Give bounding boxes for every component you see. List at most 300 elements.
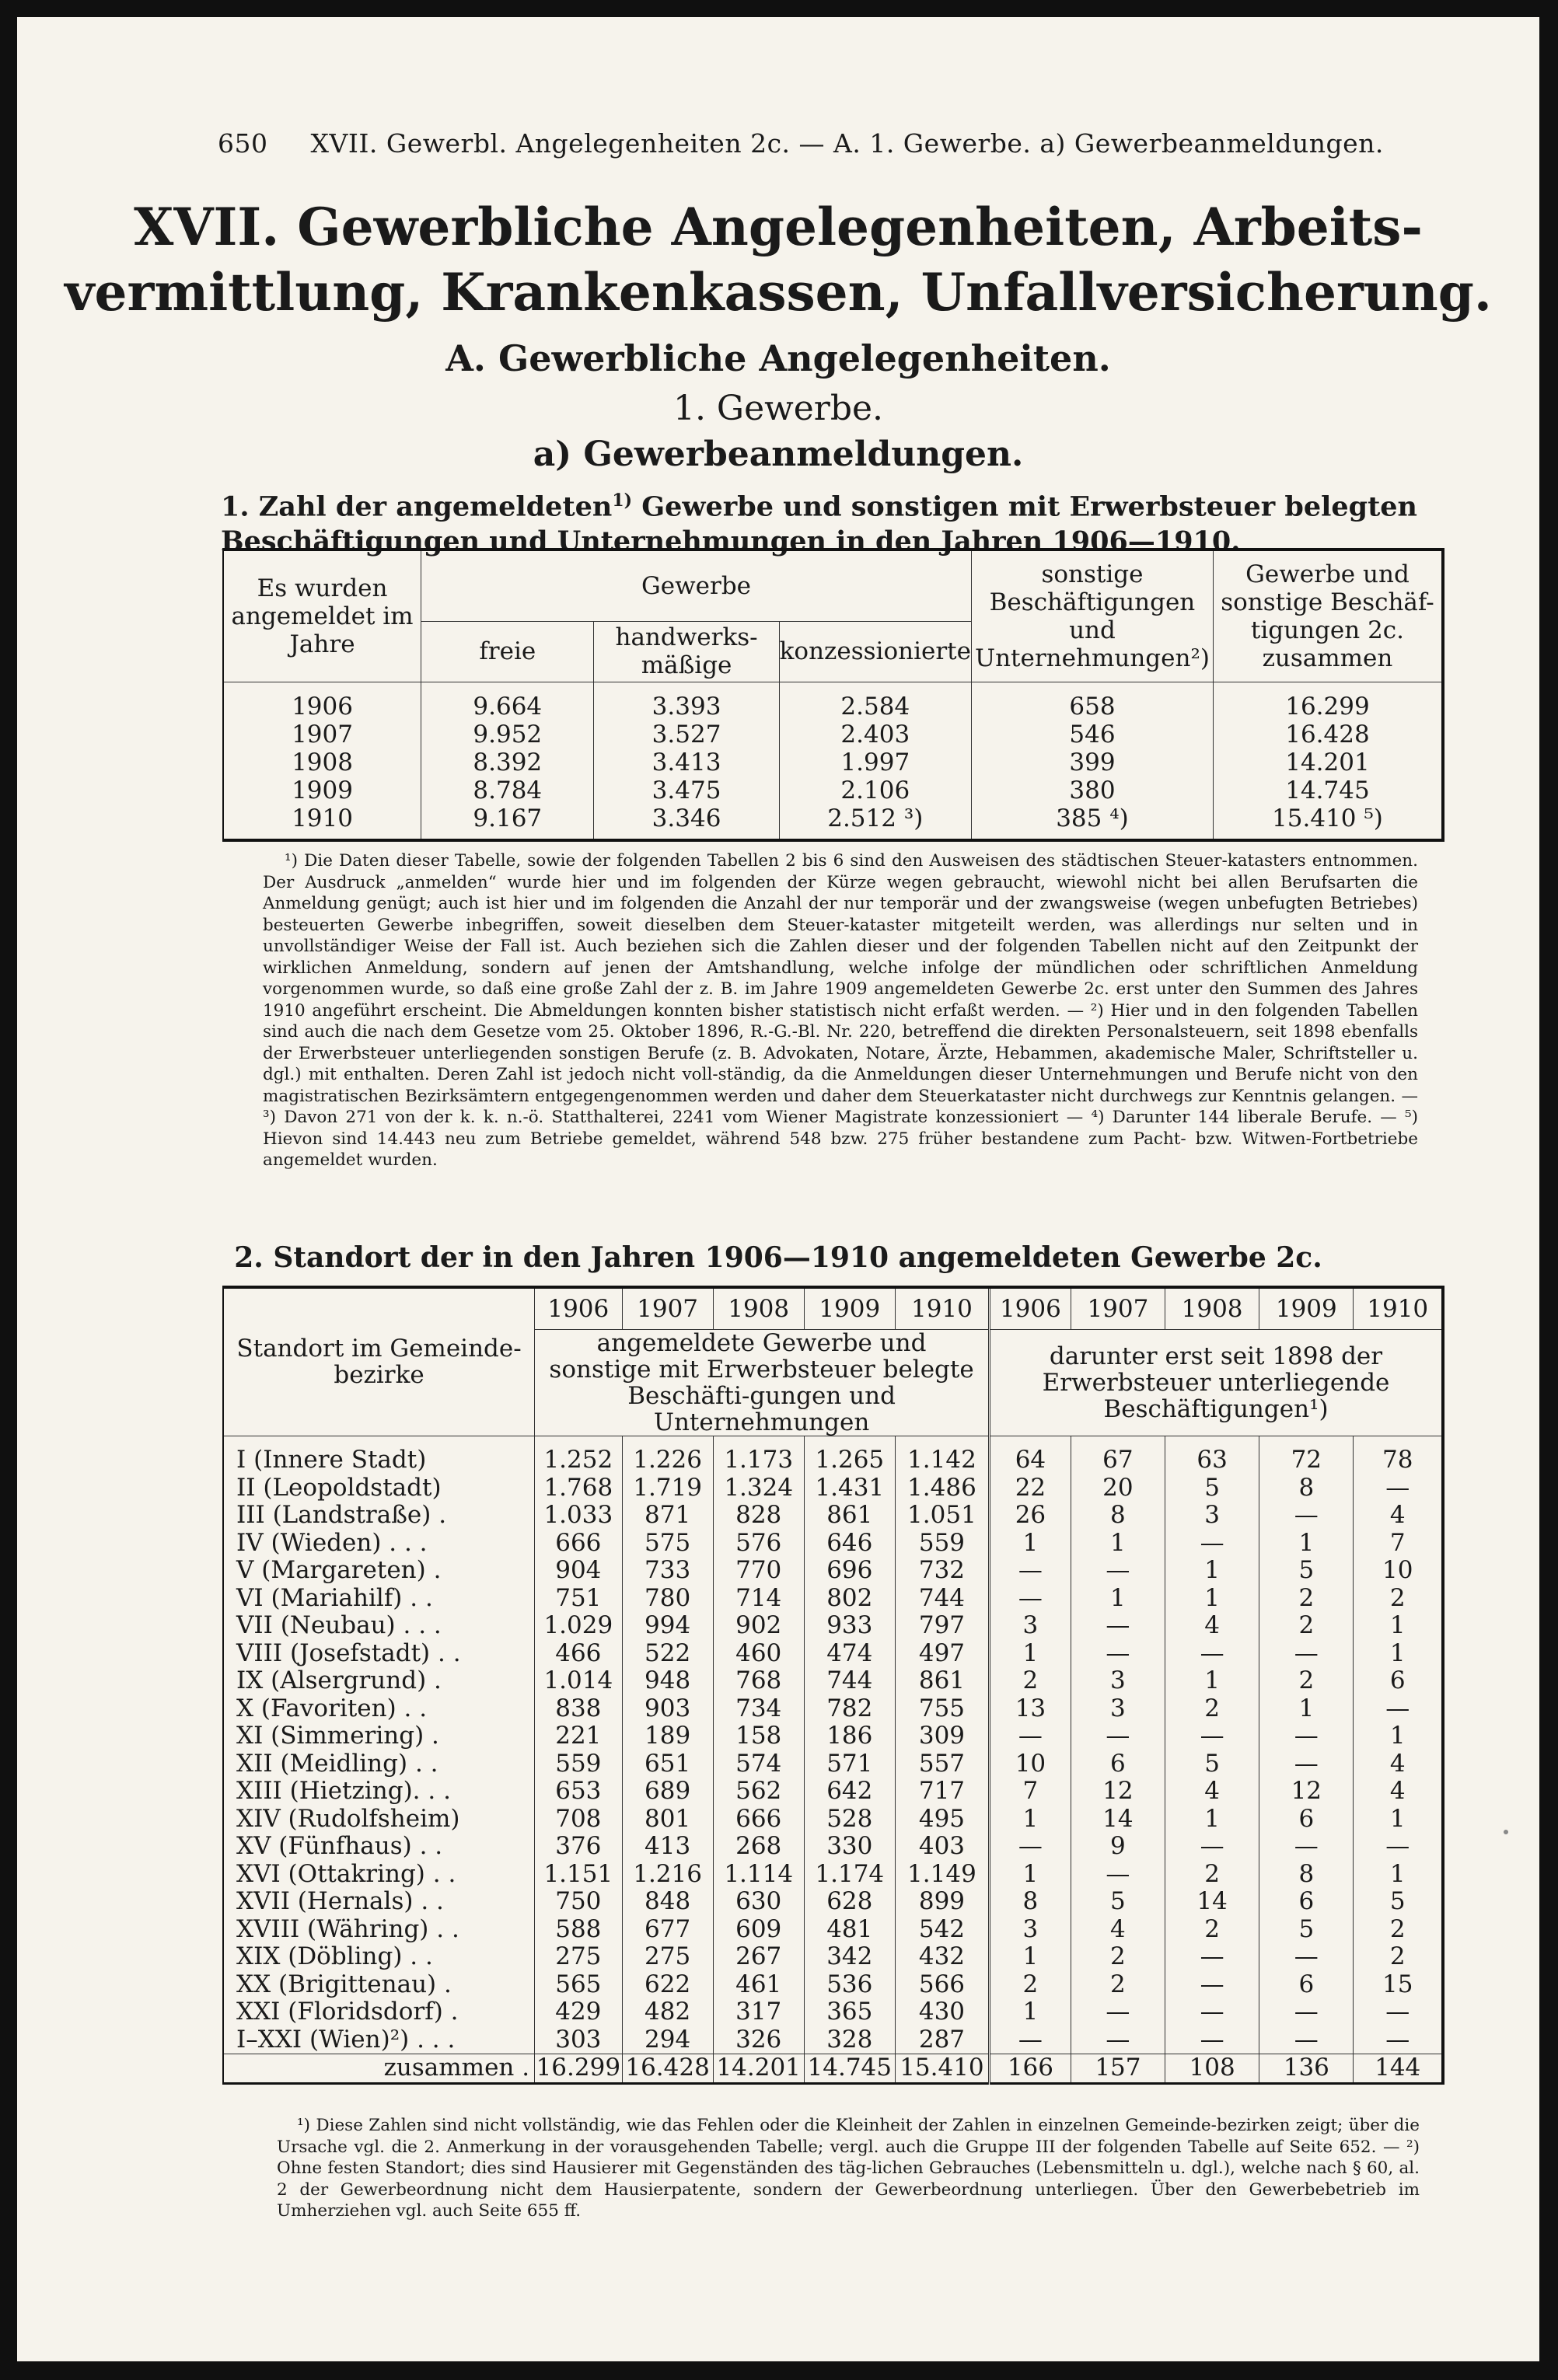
table-row [223, 721, 1443, 749]
t1-handwerk: 3.475 [594, 776, 779, 804]
t2-since1898: 3 [1071, 1667, 1165, 1695]
t1-konz: 2.106 [779, 776, 971, 804]
t2-value: 559 [895, 1530, 989, 1558]
t2-since1898: — [1259, 1998, 1354, 2026]
t2-district: II (Leopoldstadt) [236, 1473, 442, 1502]
table-row [223, 1971, 1443, 1999]
t1-sonstige: 385 ⁴) [971, 804, 1213, 832]
t2-value: 780 [622, 1585, 713, 1613]
t2-since1898: 2 [1354, 1585, 1443, 1613]
t2-since1898: — [1259, 1640, 1354, 1668]
t2-value: 642 [804, 1778, 895, 1806]
t2-value: 1.151 [535, 1861, 622, 1889]
t2-since1898: — [1165, 1833, 1259, 1861]
t2-value: 571 [804, 1750, 895, 1778]
t2-since1898: — [1259, 1502, 1354, 1530]
t2-since1898: 7 [990, 1778, 1071, 1806]
t2-value: 1.033 [535, 1502, 622, 1530]
t2-since1898: 1 [990, 1640, 1071, 1668]
t2-since1898: 15 [1354, 1971, 1443, 1999]
table-row [223, 1833, 1443, 1861]
t1-freie: 9.664 [421, 693, 594, 721]
t2-since1898: — [1071, 1861, 1165, 1889]
table-row [223, 749, 1443, 776]
t2-since1898: 5 [1165, 1750, 1259, 1778]
t2-value: 732 [895, 1557, 989, 1585]
t2-value: 751 [535, 1585, 622, 1613]
t2-district: V (Margareten) . [236, 1556, 442, 1584]
t1-sonstige: 546 [971, 721, 1213, 749]
t2-value: 666 [535, 1530, 622, 1558]
t1-sonstige: 380 [971, 776, 1213, 804]
t2-value: 559 [535, 1750, 622, 1778]
t2-since1898: — [1259, 2026, 1354, 2054]
t2-value: 622 [622, 1971, 713, 1999]
table-row [223, 1667, 1443, 1695]
t2-since1898: — [990, 1722, 1071, 1750]
t1-freie: 9.167 [421, 804, 594, 832]
t2-since1898: 2 [1354, 1916, 1443, 1944]
t2-since1898: 2 [990, 1971, 1071, 1999]
t1-year: 1908 [292, 749, 353, 776]
table-row [223, 693, 1443, 721]
t2-since1898: 22 [990, 1474, 1071, 1502]
t2-since1898: 3 [990, 1612, 1071, 1640]
t2-since1898: 5 [1071, 1888, 1165, 1916]
t1-sonstige: 399 [971, 749, 1213, 776]
t1-handwerk: 3.393 [594, 693, 779, 721]
t1-total: 14.745 [1213, 776, 1443, 804]
t2-since1898: — [1165, 1640, 1259, 1668]
table-row [223, 1502, 1443, 1530]
t2-total-s: 136 [1259, 2054, 1354, 2084]
t2-value: 666 [713, 1806, 804, 1834]
t2-head-group1: angemeldete Gewerbe und sonstige mit Erwerbsteuer belegte Beschäfti-gungen und Unternehmungen [535, 1329, 990, 1436]
t2-since1898: 2 [1259, 1612, 1354, 1640]
t2-value: 574 [713, 1750, 804, 1778]
t2-value: 186 [804, 1722, 895, 1750]
table1 [222, 548, 1444, 842]
t2-since1898: — [1165, 1998, 1259, 2026]
t2-value: 413 [622, 1833, 713, 1861]
t2-value: 1.029 [535, 1612, 622, 1640]
t2-head-group2: darunter erst seit 1898 der Erwerbsteuer unterliegende Beschäftigungen¹) [990, 1329, 1443, 1436]
t2-value: 871 [622, 1502, 713, 1530]
t2-since1898: 1 [1354, 1612, 1443, 1640]
t2-value: 1.265 [804, 1446, 895, 1474]
table-row [223, 1778, 1443, 1806]
t2-since1898: 14 [1071, 1806, 1165, 1834]
t2-value: 365 [804, 1998, 895, 2026]
t2-value: 566 [895, 1971, 989, 1999]
t2-since1898: 1 [990, 1530, 1071, 1558]
t2-value: 1.719 [622, 1474, 713, 1502]
t2-value: 575 [622, 1530, 713, 1558]
t2-district: IX (Alsergrund) . [236, 1666, 442, 1694]
t2-since1898: 78 [1354, 1446, 1443, 1474]
t2-value: 557 [895, 1750, 989, 1778]
t2-value: 651 [622, 1750, 713, 1778]
t2-since1898: 1 [1165, 1667, 1259, 1695]
t1-handwerk: 3.346 [594, 804, 779, 832]
t2-since1898: 4 [1354, 1750, 1443, 1778]
t2-value: 708 [535, 1806, 622, 1834]
t1-handwerk: 3.413 [594, 749, 779, 776]
t2-year-1908: 1908 [713, 1287, 804, 1329]
t2-value: 326 [713, 2026, 804, 2054]
t2-value: 994 [622, 1612, 713, 1640]
t2-value: 1.173 [713, 1446, 804, 1474]
t2-since1898: 6 [1259, 1806, 1354, 1834]
t2-value: 432 [895, 1943, 989, 1971]
t1-head-freie: freie [421, 621, 594, 682]
t2-since1898: 2 [1354, 1943, 1443, 1971]
t2-district: VIII (Josefstadt) . . [236, 1638, 461, 1667]
table-row [223, 1585, 1443, 1613]
t2-value: 403 [895, 1833, 989, 1861]
t1-freie: 8.784 [421, 776, 594, 804]
table2 [222, 1286, 1444, 2085]
t2-since1898: 8 [1259, 1474, 1354, 1502]
t1-total: 15.410 ⁵) [1213, 804, 1443, 832]
t2-value: 565 [535, 1971, 622, 1999]
t2-district: XIII (Hietzing). . . [236, 1777, 451, 1805]
t2-value: 653 [535, 1778, 622, 1806]
t1-sonstige: 658 [971, 693, 1213, 721]
t2-district: XVII (Hernals) . . [236, 1887, 444, 1915]
t2-district: XIV (Rudolfsheim) [236, 1804, 460, 1833]
t2-since1898: 1 [1165, 1806, 1259, 1834]
t2-since1898: 1 [1165, 1557, 1259, 1585]
t2-value: 750 [535, 1888, 622, 1916]
t2-district: XI (Simmering) . [236, 1722, 439, 1750]
table-row [223, 1640, 1443, 1668]
t2-since1898: 13 [990, 1695, 1071, 1723]
t2-value: 189 [622, 1722, 713, 1750]
t2-value: 677 [622, 1916, 713, 1944]
subsection-title: 1. Gewerbe. [672, 389, 884, 428]
t2-value: 528 [804, 1806, 895, 1834]
t2-value: 646 [804, 1530, 895, 1558]
t2-total-s: 144 [1354, 2054, 1443, 2084]
t2-since1898: 72 [1259, 1446, 1354, 1474]
t2-since1898: 1 [1259, 1695, 1354, 1723]
t2-value: 376 [535, 1833, 622, 1861]
t2-district: VI (Mariahilf) . . [236, 1583, 433, 1612]
t2-value: 828 [713, 1502, 804, 1530]
t2-year-1906: 1906 [535, 1287, 622, 1329]
t2-value: 801 [622, 1806, 713, 1834]
t2-since1898: 1 [1354, 1722, 1443, 1750]
t2-since1898: 5 [1259, 1916, 1354, 1944]
t2-value: 275 [622, 1943, 713, 1971]
t1-head-sonstige: sonstige Beschäftigungen und Unternehmungen²) [971, 550, 1213, 682]
t2-district: XXI (Floridsdorf) . [236, 1998, 459, 2026]
t1-year: 1907 [292, 721, 353, 749]
t2-since1898: — [1071, 1557, 1165, 1585]
table-row [223, 804, 1443, 832]
table1-title-rest: Gewerbe und sonstigen mit Erwerbsteuer belegten Beschäftigungen und Unternehmungen in den Jahren 1906—1910. [221, 490, 1418, 557]
t2-value: 1.051 [895, 1502, 989, 1530]
t2-since1898: — [1071, 1640, 1165, 1668]
table1-footnote: ¹) Die Daten dieser Tabelle, sowie der folgenden Tabellen 2 bis 6 sind den Ausweisen des städtischen Steuer-katasters entnommen. Der Ausdruck „anmelden“ wurde hier und im folgenden der Kürze wegen gebraucht, wiewohl nicht bei allen Berufsarten die Anmeldung genügt; auch ist hier und im folgenden die Anzahl der nur temporär und der zwangsweise (wegen unbefugten Betriebes) besteuerten Gewerbe inbegriffen, soweit dieselben dem Steuer-kataster mitgeteilt werden, was allerdings nur selten und in unvollständiger Weise der Fall ist. Auch beziehen sich die Zahlen dieser und der folgenden Tabellen nicht auf den Zeitpunkt der wirklichen Anmeldung, sondern auf jenen der Amtshandlung, welche infolge der mündlichen oder schriftlichen Anmeldung vorgenommen wurde, so daß eine große Zahl der z. B. im Jahre 1909 angemeldeten Gewerbe 2c. erst unter den Summen des Jahres 1910 angeführt erscheint. Die Abmeldungen konnten bisher statistisch nicht erfaßt werden. — ²) Hier und in den folgenden Tabellen sind auch die nach dem Gesetze vom 25. Oktober 1896, R.-G.-Bl. Nr. 220, betreffend die direkten Personalsteuern, seit 1898 ebenfalls der Erwerbsteuer unterliegenden sonstigen Berufe (z. B. Advokaten, Notare, Ärzte, Hebammen, akademische Maler, Schriftsteller u. dgl.) mit enthalten. Deren Zahl ist jedoch nicht voll-ständig, da die Anmeldungen dieser Unternehmungen und Berufe nicht von den magistratischen Bezirksämtern entgegengenommen werden und daher dem Steuerkataster nicht durchwegs zur Kenntnis gelangen. — ³) Davon 271 von der k. k. n.-ö. Statthalterei, 2241 vom Wiener Magistrate konzessioniert — ⁴) Darunter 144 liberale Berufe. — ⁵) Hievon sind 14.443 neu zum Betriebe gemeldet, während 548 bzw. 275 früher bestandene zum Pacht- bzw. Witwen-Fortbetriebe angemeldet wurden. [263, 851, 1418, 1170]
chapter-title-line2: vermittlung, Krankenkassen, Unfallversicherung. [65, 262, 1492, 323]
t2-since1898: 63 [1165, 1446, 1259, 1474]
t2-value: 1.114 [713, 1861, 804, 1889]
t2-since1898: — [990, 1557, 1071, 1585]
t2-value: 1.216 [622, 1861, 713, 1889]
t1-head-handwerk: handwerks-mäßige [594, 621, 779, 682]
t1-konz: 2.584 [779, 693, 971, 721]
t2-value: 267 [713, 1943, 804, 1971]
t1-konz: 1.997 [779, 749, 971, 776]
running-header [218, 128, 1384, 159]
t2-total-s: 166 [990, 2054, 1071, 2084]
t1-konz: 2.403 [779, 721, 971, 749]
t2-since1898: 8 [1071, 1502, 1165, 1530]
t2-since1898: — [1354, 1474, 1443, 1502]
t2-since1898: — [1165, 2026, 1259, 2054]
table2-footnote: ¹) Diese Zahlen sind nicht vollständig, wie das Fehlen oder die Kleinheit der Zahlen in einzelnen Gemeinde-bezirken zeigt; über die Ursache vgl. die 2. Anmerkung in der vorausgehenden Tabelle; vergl. auch die Gruppe III der folgenden Tabelle auf Seite 652. — ²) Ohne festen Standort; dies sind Hausierer mit Gegenständen des täg-lichen Gebrauches (Lebensmitteln u. dgl.), welche nach § 60, al. 2 der Gewerbeordnung nicht dem Hausierpatente, sondern der Gewerbeordnung unterliegen. Über den Gewerbebetrieb im Umherziehen vgl. auch Seite 655 ff. [277, 2116, 1420, 2221]
t2-since1898: 1 [1071, 1530, 1165, 1558]
table-row [223, 1557, 1443, 1585]
t2-since1898: — [1165, 1971, 1259, 1999]
t2-since1898: 4 [1165, 1778, 1259, 1806]
t2-district: I–XXI (Wien)²) . . . [236, 2025, 456, 2054]
t2-year-1909: 1909 [804, 1287, 895, 1329]
t2-value: 158 [713, 1722, 804, 1750]
t2-value: 268 [713, 1833, 804, 1861]
t2-since1898: 3 [990, 1916, 1071, 1944]
t2-value: 536 [804, 1971, 895, 1999]
t2-since1898: 2 [1259, 1585, 1354, 1613]
t2-since1898: 6 [1259, 1971, 1354, 1999]
t2-since1898: 1 [1165, 1585, 1259, 1613]
t2-since1898: 64 [990, 1446, 1071, 1474]
t2-value: 838 [535, 1695, 622, 1723]
t2-since1898: — [1354, 2026, 1443, 2054]
t1-head-total: Gewerbe und sonstige Beschäf-tigungen 2c. zusammen [1213, 550, 1443, 682]
t1-freie: 8.392 [421, 749, 594, 776]
t2-since1898: — [990, 1585, 1071, 1613]
t2-value: 542 [895, 1916, 989, 1944]
t2-since1898: 67 [1071, 1446, 1165, 1474]
t2-total-v: 16.428 [622, 2054, 713, 2084]
t2-since1898: — [1259, 1750, 1354, 1778]
t2-value: 904 [535, 1557, 622, 1585]
t2-value: 689 [622, 1778, 713, 1806]
t1-handwerk: 3.527 [594, 721, 779, 749]
t2-since1898: — [1071, 2026, 1165, 2054]
t2-district: XV (Fünfhaus) . . [236, 1832, 443, 1860]
section-title: A. Gewerbliche Angelegenheiten. [445, 337, 1111, 379]
t2-value: 328 [804, 2026, 895, 2054]
t2-total-s: 108 [1165, 2054, 1259, 2084]
t2-value: 461 [713, 1971, 804, 1999]
t2-since1898: — [1259, 1943, 1354, 1971]
t2-value: 429 [535, 1998, 622, 2026]
t2-since1898: 4 [1354, 1502, 1443, 1530]
t2-value: 1.252 [535, 1446, 622, 1474]
t2-since1898: 4 [1354, 1778, 1443, 1806]
t2-total-v: 14.745 [804, 2054, 895, 2084]
t2-value: 630 [713, 1888, 804, 1916]
subsubsection-title: a) Gewerbeanmeldungen. [533, 434, 1024, 474]
t2-since1898: 6 [1071, 1750, 1165, 1778]
t2-since1898: — [990, 1833, 1071, 1861]
t2-since1898: 1 [1354, 1806, 1443, 1834]
t2-since1898: — [990, 2026, 1071, 2054]
t2-year-1907: 1907 [622, 1287, 713, 1329]
table-row [223, 1750, 1443, 1778]
t2-since1898: 1 [990, 1998, 1071, 2026]
table-row [223, 1722, 1443, 1750]
t2-value: 782 [804, 1695, 895, 1723]
t2-value: 628 [804, 1888, 895, 1916]
t1-total: 14.201 [1213, 749, 1443, 776]
t2-total-v: 15.410 [895, 2054, 989, 2084]
t2-value: 576 [713, 1530, 804, 1558]
t2-value: 1.226 [622, 1446, 713, 1474]
t2-value: 861 [895, 1667, 989, 1695]
t2-district: IV (Wieden) . . . [236, 1528, 428, 1557]
t2-since1898: 1 [1354, 1861, 1443, 1889]
t2-since1898: 2 [1165, 1861, 1259, 1889]
t2-value: 848 [622, 1888, 713, 1916]
t2-value: 482 [622, 1998, 713, 2026]
table-row [223, 2026, 1443, 2054]
t2-value: 1.142 [895, 1446, 989, 1474]
t2-district: III (Landstraße) . [236, 1501, 447, 1529]
t2-value: 899 [895, 1888, 989, 1916]
t1-konz: 2.512 ³) [779, 804, 971, 832]
t2-value: 303 [535, 2026, 622, 2054]
t2-value: 1.486 [895, 1474, 989, 1502]
t2-district: XVIII (Währing) . . [236, 1914, 459, 1943]
t2-value: 1.174 [804, 1861, 895, 1889]
t2-since1898: 3 [1165, 1502, 1259, 1530]
t2-value: 797 [895, 1612, 989, 1640]
t2-since1898: 5 [1259, 1557, 1354, 1585]
t2-value: 861 [804, 1502, 895, 1530]
t2-district: VII (Neubau) . . . [236, 1611, 442, 1639]
t2-head-standort: Standort im Gemeinde-bezirke [223, 1287, 535, 1436]
t2-year-1909-b: 1909 [1259, 1287, 1354, 1329]
t2-since1898: 4 [1071, 1916, 1165, 1944]
table-row-total [223, 2054, 1443, 2084]
t2-since1898: — [1354, 1695, 1443, 1723]
table-row [223, 776, 1443, 804]
t2-value: 1.149 [895, 1861, 989, 1889]
t2-value: 734 [713, 1695, 804, 1723]
t2-since1898: 20 [1071, 1474, 1165, 1502]
t2-since1898: — [1071, 1722, 1165, 1750]
t2-value: 1.431 [804, 1474, 895, 1502]
t2-since1898: 7 [1354, 1530, 1443, 1558]
t2-value: 317 [713, 1998, 804, 2026]
t2-value: 460 [713, 1640, 804, 1668]
t2-since1898: 2 [1165, 1695, 1259, 1723]
t2-since1898: 10 [990, 1750, 1071, 1778]
t2-since1898: 2 [1259, 1667, 1354, 1695]
t2-year-1908-b: 1908 [1165, 1287, 1259, 1329]
t2-value: 609 [713, 1916, 804, 1944]
table-row [223, 1474, 1443, 1502]
t2-value: 744 [895, 1585, 989, 1613]
t2-value: 562 [713, 1778, 804, 1806]
t2-since1898: 2 [1071, 1943, 1165, 1971]
t2-since1898: 1 [990, 1861, 1071, 1889]
t2-since1898: — [1259, 1833, 1354, 1861]
page [17, 17, 1539, 2361]
t2-since1898: — [1259, 1722, 1354, 1750]
t2-since1898: 1 [1354, 1640, 1443, 1668]
table-row [223, 1998, 1443, 2026]
page-number: 650 [218, 128, 268, 159]
table1-title-sup: 1) [612, 490, 633, 511]
t1-head-gewerbe: Gewerbe [421, 550, 972, 621]
t2-since1898: — [1354, 1998, 1443, 2026]
t2-value: 275 [535, 1943, 622, 1971]
speck [1504, 1830, 1508, 1834]
t2-since1898: — [1354, 1833, 1443, 1861]
table-row [223, 1446, 1443, 1474]
t1-head-year: Es wurden angemeldet im Jahre [223, 550, 421, 682]
t1-year: 1906 [292, 693, 353, 721]
t2-since1898: 26 [990, 1502, 1071, 1530]
t2-total-s: 157 [1071, 2054, 1165, 2084]
table-row [223, 1806, 1443, 1834]
t2-value: 522 [622, 1640, 713, 1668]
t2-since1898: 8 [1259, 1861, 1354, 1889]
t2-since1898: — [1071, 1998, 1165, 2026]
t2-since1898: 5 [1354, 1888, 1443, 1916]
t2-since1898: 2 [990, 1667, 1071, 1695]
t2-total-label: zusammen . [223, 2054, 535, 2084]
table-row [223, 1530, 1443, 1558]
t2-since1898: 1 [1259, 1530, 1354, 1558]
t2-value: 768 [713, 1667, 804, 1695]
t2-district: XX (Brigittenau) . [236, 1970, 452, 1998]
t2-value: 717 [895, 1778, 989, 1806]
t2-value: 481 [804, 1916, 895, 1944]
t2-value: 755 [895, 1695, 989, 1723]
t2-value: 1.324 [713, 1474, 804, 1502]
t1-total: 16.428 [1213, 721, 1443, 749]
t2-total-v: 14.201 [713, 2054, 804, 2084]
t2-district: XII (Meidling) . . [236, 1749, 438, 1778]
running-title: XVII. Gewerbl. Angelegenheiten 2c. — A. 1. Gewerbe. a) Gewerbeanmeldungen. [310, 128, 1384, 159]
t1-total: 16.299 [1213, 693, 1443, 721]
table-row [223, 1612, 1443, 1640]
t2-value: 287 [895, 2026, 989, 2054]
t2-district: XIX (Döbling) . . [236, 1942, 433, 1970]
t2-value: 733 [622, 1557, 713, 1585]
t2-since1898: 1 [990, 1943, 1071, 1971]
t2-year-1907-b: 1907 [1071, 1287, 1165, 1329]
t2-value: 221 [535, 1722, 622, 1750]
t1-year: 1909 [292, 776, 353, 804]
t2-since1898: — [1165, 1530, 1259, 1558]
t2-value: 902 [713, 1612, 804, 1640]
t2-total-v: 16.299 [536, 2054, 621, 2082]
table-row [223, 1916, 1443, 1944]
t2-year-1906-b: 1906 [990, 1287, 1071, 1329]
t2-since1898: 10 [1354, 1557, 1443, 1585]
t2-value: 430 [895, 1998, 989, 2026]
t1-freie: 9.952 [421, 721, 594, 749]
t2-value: 714 [713, 1585, 804, 1613]
